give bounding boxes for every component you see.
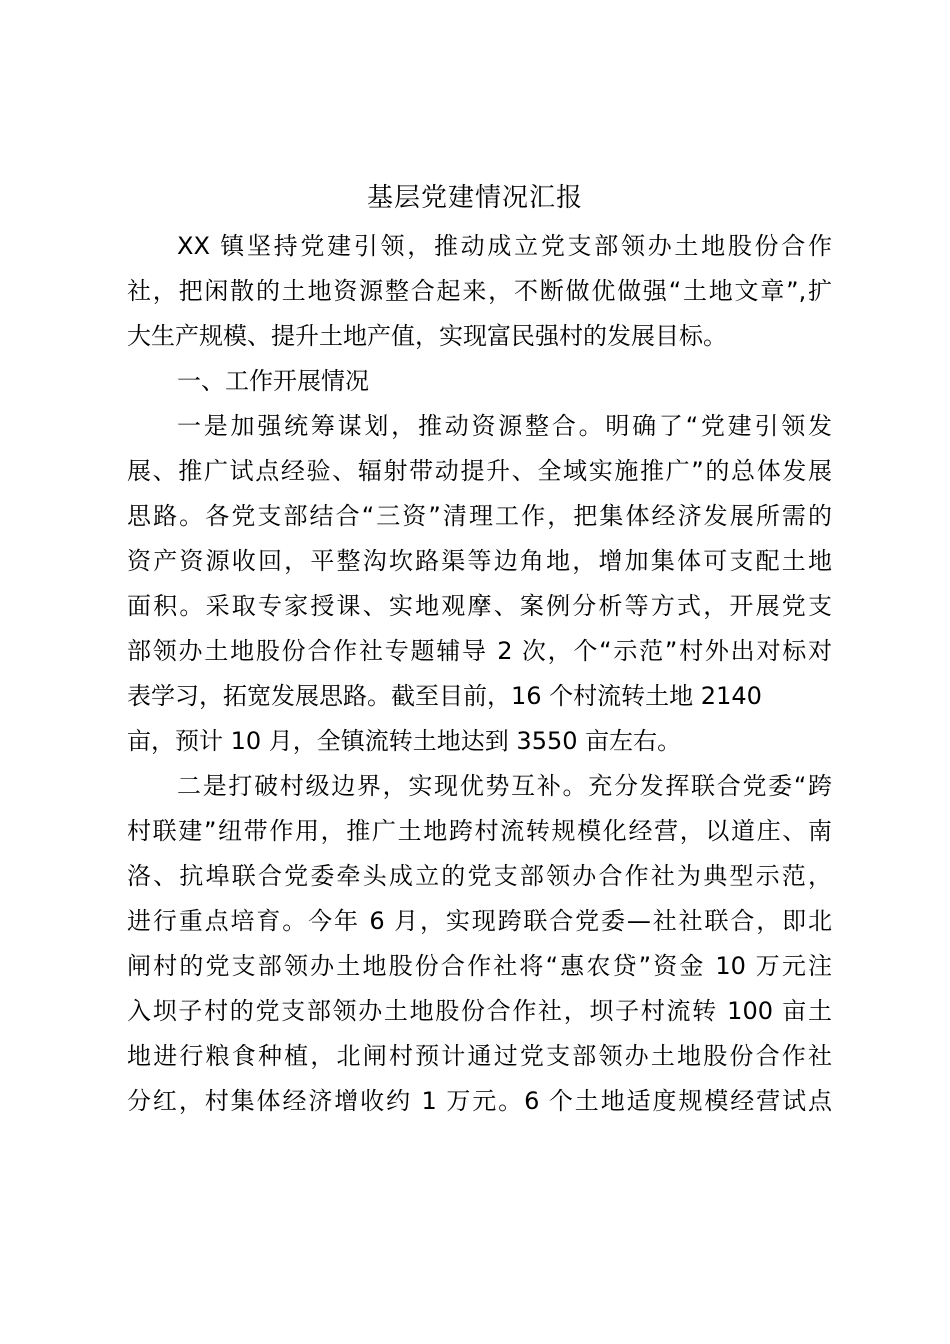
paragraph-two-line: 地进行粮食种植，北闸村预计通过党支部领办土地股份合作社 bbox=[127, 1042, 832, 1070]
paragraph-one-line: 表学习，拓宽发展思路。截至目前，16 个村流转土地 2140 bbox=[127, 682, 762, 710]
paragraph-two-line: 进行重点培育。今年 6 月，实现跨联合党委—社社联合，即北 bbox=[127, 907, 832, 935]
paragraph-one-line: 面积。采取专家授课、实地观摩、案例分析等方式，开展党支 bbox=[127, 592, 832, 620]
paragraph-one-line: 亩，预计 10 月，全镇流转土地达到 3550 亩左右。 bbox=[127, 727, 682, 755]
intro-paragraph-line: XX 镇坚持党建引领，推动成立党支部领办土地股份合作 bbox=[177, 232, 832, 260]
paragraph-one-line: 资产资源收回，平整沟坎路渠等边角地，增加集体可支配土地 bbox=[127, 547, 832, 575]
paragraph-two-line: 洛、抗埠联合党委牵头成立的党支部领办合作社为典型示范， bbox=[127, 862, 832, 890]
paragraph-two-line: 分红，村集体经济增收约 1 万元。6 个土地适度规模经营试点 bbox=[127, 1087, 832, 1115]
paragraph-one-line: 一是加强统筹谋划，推动资源整合。明确了“党建引领发 bbox=[177, 412, 832, 440]
paragraph-two-line: 闸村的党支部领办土地股份合作社将“惠农贷”资金 10 万元注 bbox=[127, 952, 832, 980]
intro-paragraph-line: 大生产规模、提升土地产值，实现富民强村的发展目标。 bbox=[127, 322, 727, 350]
paragraph-one-line: 部领办土地股份合作社专题辅导 2 次，个“示范”村外出对标对 bbox=[127, 637, 832, 665]
section-heading: 一、工作开展情况 bbox=[177, 367, 369, 395]
paragraph-two-line: 二是打破村级边界，实现优势互补。充分发挥联合党委“跨 bbox=[177, 772, 832, 800]
paragraph-one-line: 展、推广试点经验、辐射带动提升、全域实施推广”的总体发展 bbox=[127, 457, 832, 485]
page-title: 基层党建情况汇报 bbox=[366, 183, 583, 213]
document-body bbox=[127, 224, 832, 1124]
paragraph-two-line: 村联建”纽带作用，推广土地跨村流转规模化经营，以道庄、南 bbox=[127, 817, 832, 845]
intro-paragraph-line: 社，把闲散的土地资源整合起来，不断做优做强“土地文章”,扩 bbox=[127, 277, 832, 305]
paragraph-one-line: 思路。各党支部结合“三资”清理工作，把集体经济发展所需的 bbox=[127, 502, 832, 530]
paragraph-two-line: 入坝子村的党支部领办土地股份合作社，坝子村流转 100 亩土 bbox=[127, 997, 832, 1025]
